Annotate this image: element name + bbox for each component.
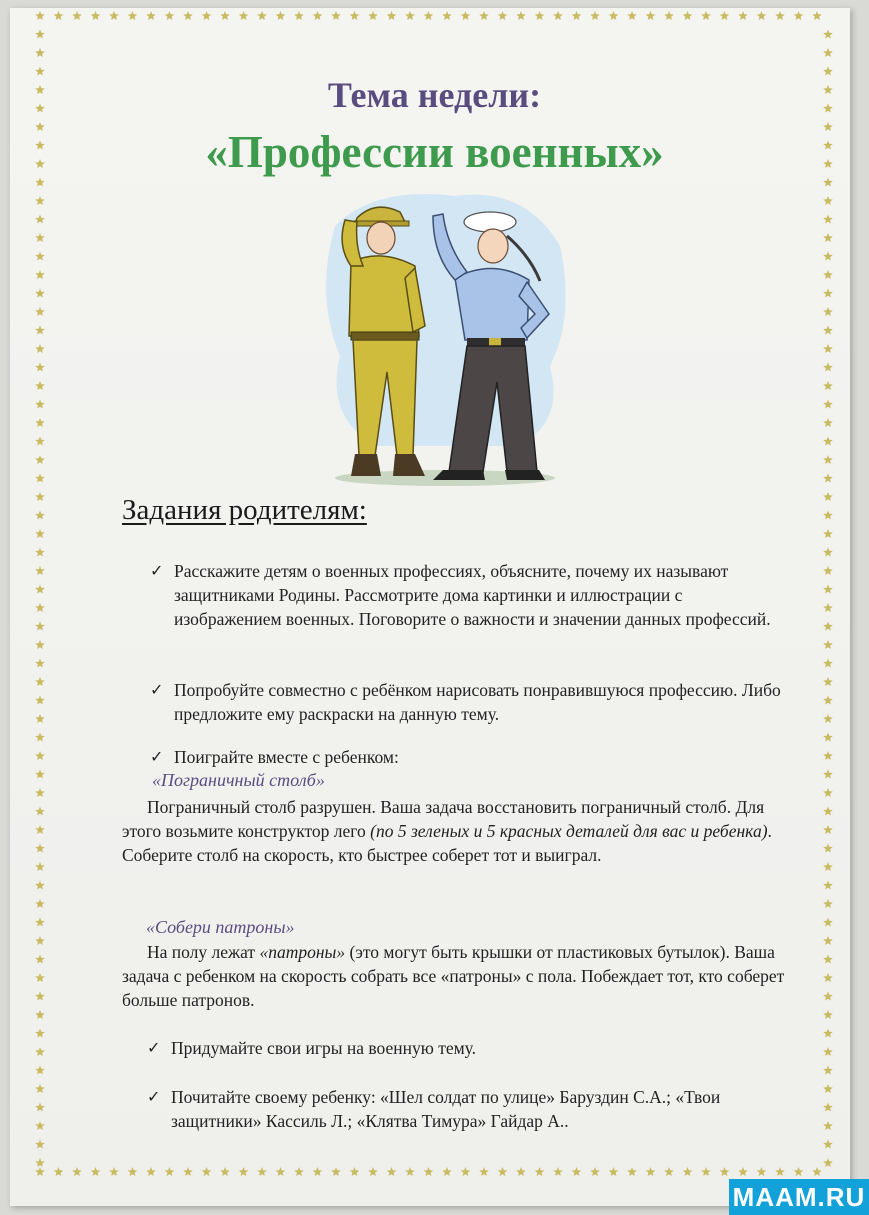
maam-logo[interactable]: MAAM.RU [729,1179,869,1215]
game-2-text-a: На полу лежат [147,942,260,962]
list-item [147,1085,787,1133]
game-2-text-b: (это могут быть крышки от пластиковых бутылок). Ваша задача с ребенком на скорость собрать все «патроны» с пола. Побеждает тот, кто соберет больше патронов. [122,942,785,1010]
game-2-text-italic: «патроны» [259,942,346,962]
check-icon: ✓ [150,747,164,766]
check-icon: ✓ [147,1087,161,1106]
check-icon: ✓ [150,561,164,580]
game-1-title: «Пограничный столб» [152,770,325,790]
list-item [147,1036,787,1060]
check-icon: ✓ [147,1038,161,1057]
task-item-4: Придумайте свои игры на военную тему. [171,1038,477,1058]
list-item [150,745,790,769]
page-title-line2: «Профессии военных» [205,127,664,177]
task-item-1: Расскажите детям о военных профессиях, объясните, почему их называют защитниками Родины. Рассмотрите дома картинки и иллюстрации с изображением военных. Поговорите о важности и значении данных профессий. [174,561,771,629]
list-item [150,559,790,631]
page-title-line1: Тема недели: [327,75,542,115]
tasks-heading: Задания родителям: [122,494,367,526]
game-1-text [122,795,802,867]
game-2-text [122,940,802,1012]
task-item-5: Почитайте своему ребенку: «Шел солдат по улице» Баруздин С.А.; «Твои защитники» Кассиль Л.; «Клятва Тимура» Гайдар А.. [171,1087,721,1131]
game-1-text-a: Пограничный столб разрушен. Ваша задача восстановить пограничный столб. Для этого возьмите конструктор лего [122,797,765,841]
task-item-2: Попробуйте совместно с ребёнком нарисовать понравившуюся профессию. Либо предложите ему раскраски на данную тему. [174,680,781,724]
list-item [150,678,790,726]
game-2-title: «Собери патроны» [146,917,295,937]
check-icon: ✓ [150,680,164,699]
game-1-text-italic: (по 5 зеленых и 5 красных деталей для вас и ребенка) [370,821,768,841]
soldier-sailor-illustration [315,186,575,488]
game-1-text-b: . Соберите столб на скорость, кто быстрее соберет тот и выиграл. [122,821,772,865]
task-item-3: Поиграйте вместе с ребенком: [174,747,399,767]
